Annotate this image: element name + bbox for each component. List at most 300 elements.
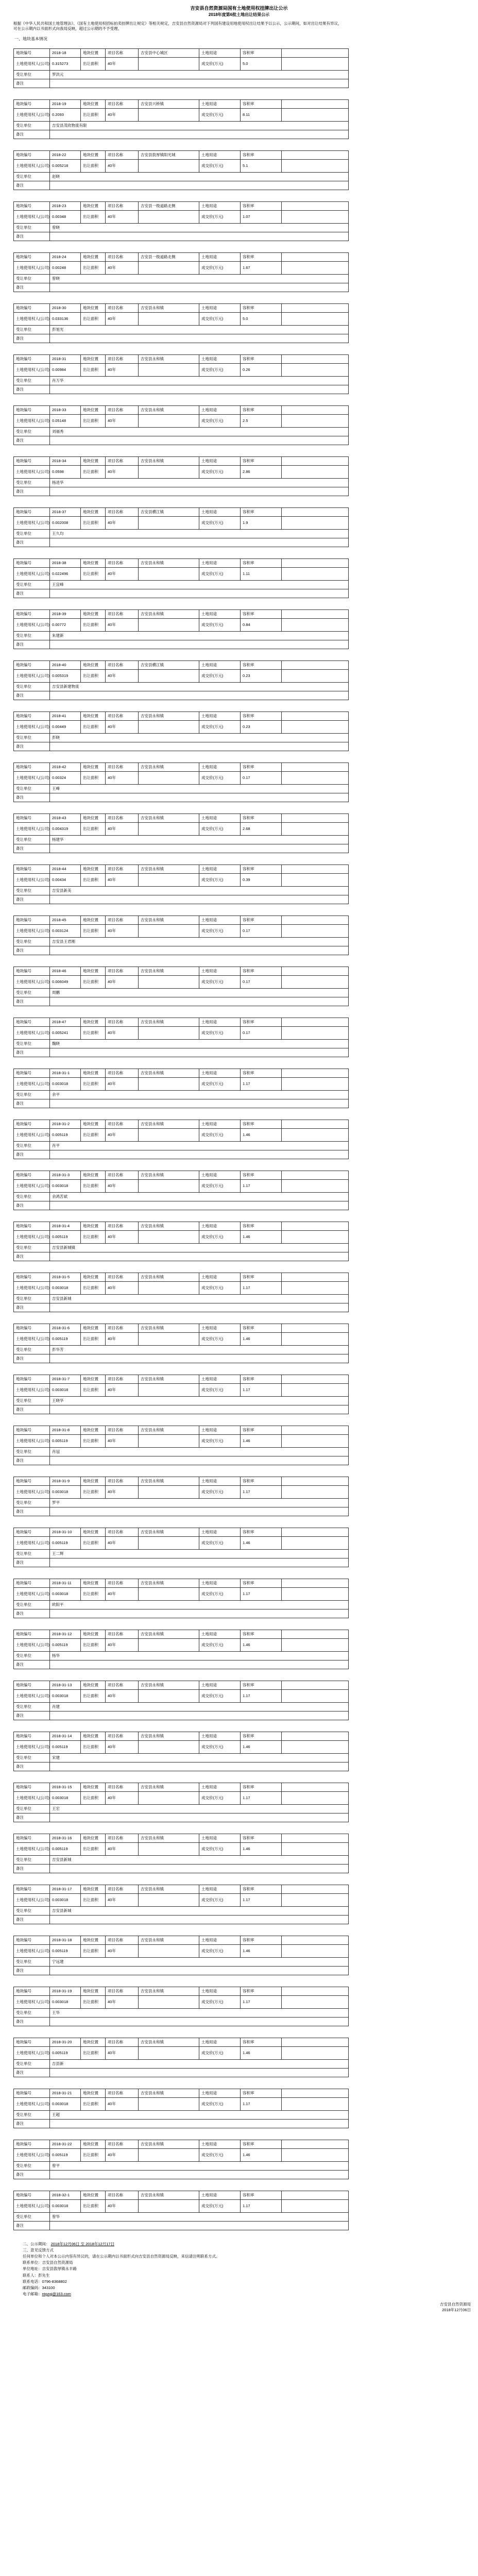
period-cell: 40年 [106,1944,139,1957]
user-label: 土地使用权人(公司) [14,1791,50,1804]
name-label: 项目名称 [106,1834,139,1842]
price-label: 成交价(万元) [199,57,241,70]
parcel-code: 2018-31-8 [50,1426,81,1434]
dept-label: 受让单位 [14,1906,50,1915]
plot-label: 容积率 [241,1936,282,1944]
parcel-remark [50,1609,349,1618]
location-label: 地块位置 [81,252,106,261]
parcel-name: 吉安县永和镇 [139,456,199,465]
parcel-price: 0.17 [241,771,282,784]
parcel-area: 0.022496 [50,567,81,580]
user-label: 土地使用权人(公司) [14,465,50,478]
parcel-remark [50,181,349,190]
plot-label: 容积率 [241,2140,282,2148]
use-label: 土地用途 [199,1681,241,1689]
parcel-table [13,1936,349,1975]
parcel-name: 吉安县永和镇 [139,916,199,924]
empty-cell [282,1689,349,1702]
parcel-remark [50,2017,349,2026]
name-label: 项目名称 [106,865,139,873]
period-cell: 40年 [106,669,139,682]
parcel-dept: 欧阳平 [50,1600,349,1609]
use-label: 土地用途 [199,2038,241,2046]
area-label: 出让面积 [81,108,106,121]
user-label: 土地使用权人(公司) [14,1740,50,1753]
parcel-remark [50,334,349,343]
parcel-price: 1.17 [241,1587,282,1600]
parcel-area: 0.005119 [50,1944,81,1957]
dept-label: 受让单位 [14,1498,50,1507]
parcel-table [13,1120,349,1159]
area-label: 出让面积 [81,1332,106,1345]
parcel-dept: 杨建华 [50,835,349,844]
empty-cell [282,1995,349,2008]
parcel-remark [50,1915,349,1924]
location-label: 地块位置 [81,1732,106,1740]
parcel-table [13,865,349,904]
empty-cell [139,363,199,376]
empty-cell [282,1332,349,1345]
remark-label: 备注 [14,1558,50,1567]
parcel-remark [50,589,349,598]
user-label: 土地使用权人(公司) [14,261,50,274]
code-label: 地块编号 [14,456,50,465]
parcel-code: 2018-43 [50,814,81,822]
parcel-area: 0.0598 [50,465,81,478]
empty-cell [282,1120,349,1128]
parcel-table [13,762,349,802]
use-label: 土地用途 [199,1477,241,1485]
plot-label: 容积率 [241,1426,282,1434]
parcel-remark [50,1048,349,1057]
parcel-table [13,150,349,190]
use-label: 土地用途 [199,1987,241,1995]
use-label: 土地用途 [199,48,241,57]
name-label: 项目名称 [106,99,139,108]
name-label: 项目名称 [106,1528,139,1536]
code-label: 地块编号 [14,1171,50,1179]
name-label: 项目名称 [106,609,139,618]
area-label: 出让面积 [81,567,106,580]
user-label: 土地使用权人(公司) [14,2148,50,2161]
parcel-remark [50,844,349,853]
code-label: 地块编号 [14,1987,50,1995]
use-label: 土地用途 [199,1120,241,1128]
parcel-dept: 罗洪元 [50,70,349,79]
empty-cell [139,1026,199,1039]
name-label: 项目名称 [106,2191,139,2199]
parcel-remark [50,487,349,496]
name-label: 项目名称 [106,456,139,465]
parcel-table [13,814,349,853]
location-label: 地块位置 [81,99,106,108]
empty-cell [282,1987,349,1995]
period-cell: 40年 [106,159,139,172]
parcel-remark [50,793,349,802]
empty-cell [139,873,199,886]
name-label: 项目名称 [106,558,139,567]
remark-label: 备注 [14,793,50,802]
parcel-area: 0.005241 [50,1026,81,1039]
empty-cell [139,2199,199,2212]
dept-label: 受让单位 [14,427,50,436]
empty-cell [282,1273,349,1281]
period-cell: 40年 [106,618,139,631]
parcel-name: 吉安县永和镇 [139,711,199,720]
remark-label: 备注 [14,997,50,1006]
empty-cell [282,2191,349,2199]
period-cell: 40年 [106,1536,139,1549]
parcel-remark [50,1711,349,1720]
empty-cell [282,48,349,57]
parcel-table [13,48,349,88]
empty-cell [282,516,349,529]
empty-cell [139,924,199,937]
parcel-dept: 杨华 [50,1651,349,1660]
period-cell: 40年 [106,2097,139,2110]
parcel-area: 0.003018 [50,1383,81,1396]
parcel-price: 0.17 [241,924,282,937]
parcel-table [13,1477,349,1516]
location-label: 地块位置 [81,865,106,873]
parcel-area: 0.005119 [50,2148,81,2161]
empty-cell [282,1783,349,1791]
location-label: 地块位置 [81,201,106,210]
name-label: 项目名称 [106,2038,139,2046]
price-label: 成交价(万元) [199,261,241,274]
parcel-dept: 彭华芳 [50,1345,349,1354]
user-label: 土地使用权人(公司) [14,1332,50,1345]
parcel-table [13,1885,349,1924]
name-label: 项目名称 [106,303,139,312]
code-label: 地块编号 [14,201,50,210]
empty-cell [139,1281,199,1294]
remark-label: 备注 [14,691,50,700]
price-label: 成交价(万元) [199,2046,241,2059]
period-cell: 40年 [106,975,139,988]
empty-cell [282,1834,349,1842]
dept-label: 受让单位 [14,682,50,691]
parcel-table [13,967,349,1006]
area-label: 出让面积 [81,159,106,172]
user-label: 土地使用权人(公司) [14,1434,50,1447]
remark-label: 备注 [14,385,50,394]
plot-label: 容积率 [241,1171,282,1179]
parcel-area: 0.05148 [50,414,81,427]
empty-cell [282,975,349,988]
parcel-dept: 杨进华 [50,478,349,487]
location-label: 地块位置 [81,1426,106,1434]
area-label: 出让面积 [81,516,106,529]
plot-label: 容积率 [241,201,282,210]
code-label: 地块编号 [14,916,50,924]
area-label: 出让面积 [81,2199,106,2212]
price-label: 成交价(万元) [199,771,241,784]
location-label: 地块位置 [81,1222,106,1230]
period-cell: 40年 [106,1740,139,1753]
parcel-name: 吉安县永和镇 [139,865,199,873]
empty-cell [282,1477,349,1485]
location-label: 地块位置 [81,1069,106,1077]
dept-label: 受让单位 [14,529,50,538]
empty-cell [139,2046,199,2059]
use-label: 土地用途 [199,916,241,924]
name-label: 项目名称 [106,1477,139,1485]
parcel-code: 2018-31-14 [50,1732,81,1740]
remark-label: 备注 [14,130,50,139]
price-label: 成交价(万元) [199,1893,241,1906]
period-cell: 40年 [106,1995,139,2008]
empty-cell [282,1528,349,1536]
code-label: 地块编号 [14,1222,50,1230]
code-label: 地块编号 [14,1069,50,1077]
parcel-name: 吉安县永和镇 [139,1171,199,1179]
use-label: 土地用途 [199,558,241,567]
remark-label: 备注 [14,79,50,88]
code-label: 地块编号 [14,2191,50,2199]
dept-label: 受让单位 [14,1243,50,1252]
parcel-area: 0.00449 [50,720,81,733]
empty-cell [139,2148,199,2161]
parcel-table [13,1273,349,1312]
parcel-remark [50,1201,349,1210]
code-label: 地块编号 [14,609,50,618]
parcel-area: 0.005119 [50,1230,81,1243]
code-label: 地块编号 [14,48,50,57]
parcel-name: 吉安县永和镇 [139,1069,199,1077]
remark-label: 备注 [14,1099,50,1108]
empty-cell [139,312,199,325]
parcel-dept: 彭晓 [50,733,349,742]
parcel-price: 1.46 [241,1434,282,1447]
area-label: 出让面积 [81,57,106,70]
parcel-area: 0.00434 [50,873,81,886]
empty-cell [139,1689,199,1702]
dept-label: 受让单位 [14,274,50,283]
use-label: 土地用途 [199,1222,241,1230]
empty-cell [282,1740,349,1753]
dept-label: 受让单位 [14,1957,50,1966]
parcel-table [13,1222,349,1261]
email-link[interactable]: ntgzgj@163.com [42,2291,71,2296]
dept-label: 受让单位 [14,1396,50,1405]
empty-cell [282,873,349,886]
use-label: 土地用途 [199,1936,241,1944]
user-label: 土地使用权人(公司) [14,414,50,427]
parcel-table [13,1528,349,1567]
area-label: 出让面积 [81,1434,106,1447]
parcel-code: 2018-31-4 [50,1222,81,1230]
use-label: 土地用途 [199,967,241,975]
location-label: 地块位置 [81,354,106,363]
parcel-table [13,201,349,241]
dept-label: 受让单位 [14,886,50,895]
period-cell: 40年 [106,108,139,121]
parcel-name: 吉安县永和镇 [139,303,199,312]
empty-cell [139,1332,199,1345]
name-label: 项目名称 [106,814,139,822]
user-label: 土地使用权人(公司) [14,1536,50,1549]
area-label: 出让面积 [81,669,106,682]
empty-cell [282,261,349,274]
price-label: 成交价(万元) [199,312,241,325]
period-cell: 40年 [106,2046,139,2059]
remark-label: 备注 [14,1354,50,1363]
empty-cell [139,108,199,121]
parcel-name: 吉安县一级道路北侧 [139,252,199,261]
price-label: 成交价(万元) [199,1536,241,1549]
parcel-code: 2018-31-5 [50,1273,81,1281]
period-cell: 40年 [106,771,139,784]
location-label: 地块位置 [81,1324,106,1332]
name-label: 项目名称 [106,762,139,771]
plot-label: 容积率 [241,1885,282,1893]
dept-label: 受让单位 [14,1090,50,1099]
parcel-remark [50,640,349,649]
use-label: 土地用途 [199,507,241,516]
empty-cell [282,865,349,873]
code-label: 地块编号 [14,405,50,414]
remark-label: 备注 [14,1711,50,1720]
empty-cell [139,1791,199,1804]
parcel-code: 2018-31-12 [50,1630,81,1638]
user-label: 土地使用权人(公司) [14,1026,50,1039]
empty-cell [139,1638,199,1651]
plot-label: 容积率 [241,252,282,261]
empty-cell [282,814,349,822]
code-label: 地块编号 [14,1324,50,1332]
parcel-price: 0.17 [241,975,282,988]
period-cell: 40年 [106,1230,139,1243]
area-label: 出让面积 [81,414,106,427]
location-label: 地块位置 [81,303,106,312]
dept-label: 受让单位 [14,2161,50,2170]
plot-label: 容积率 [241,1477,282,1485]
empty-cell [139,57,199,70]
dept-label: 受让单位 [14,478,50,487]
period-cell: 40年 [106,567,139,580]
empty-cell [139,1995,199,2008]
parcel-dept: 吉安县新建物流 [50,682,349,691]
user-label: 土地使用权人(公司) [14,771,50,784]
remark-label: 备注 [14,589,50,598]
empty-cell [139,975,199,988]
parcel-area: 0.005119 [50,1434,81,1447]
dept-label: 受让单位 [14,2212,50,2221]
empty-cell [139,210,199,223]
parcel-price: 1.17 [241,1383,282,1396]
parcel-code: 2018-31-15 [50,1783,81,1791]
remark-label: 备注 [14,1405,50,1414]
location-label: 地块位置 [81,558,106,567]
parcel-dept: 王久均 [50,529,349,538]
price-label: 成交价(万元) [199,516,241,529]
plot-label: 容积率 [241,2089,282,2097]
location-label: 地块位置 [81,762,106,771]
empty-cell [282,1069,349,1077]
parcel-remark [50,1966,349,1975]
location-label: 地块位置 [81,1528,106,1536]
empty-cell [282,507,349,516]
period-cell: 40年 [106,363,139,376]
remark-label: 备注 [14,1201,50,1210]
location-label: 地块位置 [81,1936,106,1944]
price-label: 成交价(万元) [199,1434,241,1447]
empty-cell [282,558,349,567]
parcel-name: 吉安县敦厚镇阳光城 [139,150,199,159]
plot-label: 容积率 [241,1579,282,1587]
location-label: 地块位置 [81,1681,106,1689]
dept-label: 受让单位 [14,325,50,334]
price-label: 成交价(万元) [199,2148,241,2161]
location-label: 地块位置 [81,1018,106,1026]
use-label: 土地用途 [199,99,241,108]
parcel-name: 吉安县永和镇 [139,1681,199,1689]
empty-cell [282,2046,349,2059]
parcel-dept: 余平 [50,1090,349,1099]
parcel-code: 2018-18 [50,48,81,57]
dept-label: 受让单位 [14,2008,50,2017]
remark-label: 备注 [14,1762,50,1771]
parcel-remark [50,2119,349,2128]
plot-label: 容积率 [241,150,282,159]
location-label: 地块位置 [81,1579,106,1587]
remark-label: 备注 [14,2068,50,2077]
parcel-name: 吉安县永和镇 [139,354,199,363]
remark-label: 备注 [14,2119,50,2128]
page-title: 吉安县自然资源局国有土地使用权挂牌出让公示 [190,6,288,11]
signature-block [7,2302,471,2313]
empty-cell [282,159,349,172]
use-label: 土地用途 [199,354,241,363]
user-label: 土地使用权人(公司) [14,516,50,529]
page-subtitle: 2018年度第6批土地出让结果公示 [208,12,270,18]
empty-cell [282,1536,349,1549]
use-label: 土地用途 [199,201,241,210]
parcel-area: 0.005119 [50,1332,81,1345]
empty-cell [282,567,349,580]
remark-label: 备注 [14,1507,50,1516]
code-label: 地块编号 [14,1885,50,1893]
parcel-price: 1.46 [241,1536,282,1549]
location-label: 地块位置 [81,711,106,720]
parcel-price: 1.17 [241,1485,282,1498]
parcel-area: 0.003018 [50,1791,81,1804]
name-label: 项目名称 [106,1885,139,1893]
parcel-code: 2018-31 [50,354,81,363]
empty-cell [282,1324,349,1332]
user-label: 土地使用权人(公司) [14,1281,50,1294]
parcel-code: 2018-31-7 [50,1375,81,1383]
post-label: 邮政编码： [23,2285,42,2290]
dept-label: 受让单位 [14,784,50,793]
empty-cell [139,1128,199,1141]
name-label: 项目名称 [106,2140,139,2148]
empty-cell [282,2140,349,2148]
user-label: 土地使用权人(公司) [14,720,50,733]
use-label: 土地用途 [199,1324,241,1332]
parcel-remark [50,283,349,292]
area-label: 出让面积 [81,1230,106,1243]
code-label: 地块编号 [14,1273,50,1281]
area-label: 出让面积 [81,1128,106,1141]
area-label: 出让面积 [81,1893,106,1906]
parcel-code: 2018-47 [50,1018,81,1026]
parcel-dept: 吉县新 [50,2059,349,2068]
user-label: 土地使用权人(公司) [14,2199,50,2212]
period-cell: 40年 [106,720,139,733]
dept-label: 受让单位 [14,1753,50,1762]
